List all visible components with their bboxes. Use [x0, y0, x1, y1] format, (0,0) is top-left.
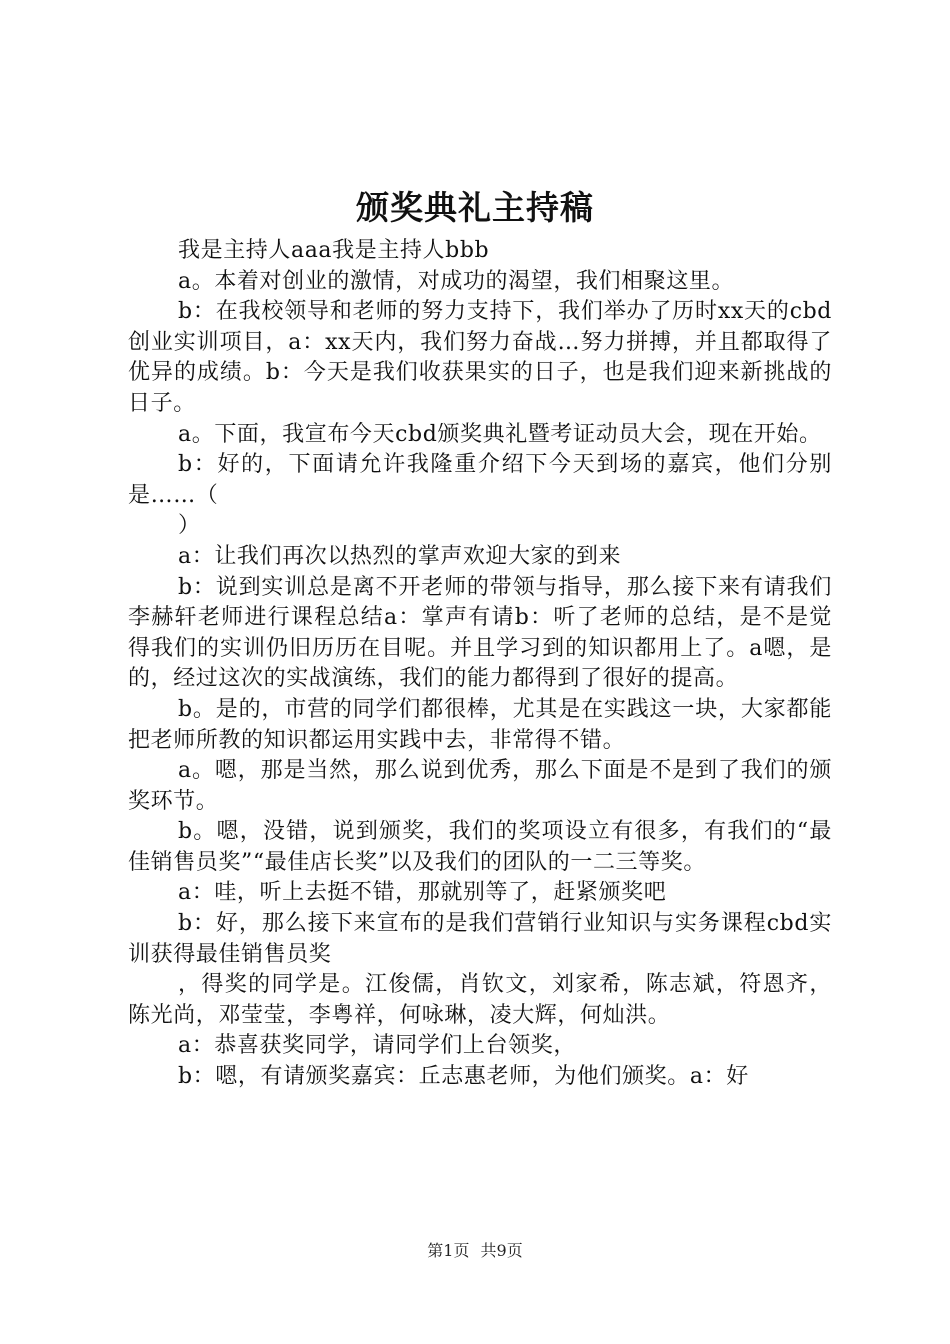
- paragraph: b：好的，下面请允许我隆重介绍下今天到场的嘉宾，他们分别是……（: [128, 452, 832, 508]
- paragraph: ，得奖的同学是。江俊儒，肖钦文，刘家希，陈志斌，符恩齐，陈光尚，邓莹莹，李粤祥，何咏琳，凌大辉，何灿洪。: [128, 972, 832, 1028]
- paragraph: 我是主持人aaa我是主持人bbb: [178, 238, 490, 263]
- paragraph: ）: [178, 513, 201, 539]
- paragraph: a。下面，我宣布今天cbd颁奖典礼暨考证动员大会，现在开始。: [178, 421, 822, 447]
- page-number-footer: 第1页 共9页: [427, 1241, 523, 1260]
- paragraph: b。是的，市营的同学们都很棒，尤其是在实践这一块，大家都能把老师所教的知识都运用实践中去，非常得不错。: [128, 696, 832, 753]
- paragraph: a：让我们再次以热烈的掌声欢迎大家的到来: [178, 543, 622, 569]
- paragraph: a：哇，听上去挺不错，那就别等了，赶紧颁奖吧: [178, 880, 667, 906]
- paragraph: a。嗯，那是当然，那么说到优秀，那么下面是不是到了我们的颁奖环节。: [128, 758, 832, 814]
- paragraph: b：好，那么接下来宣布的是我们营销行业知识与实务课程cbd实训获得最佳销售员奖: [128, 911, 832, 967]
- paragraph: a。本着对创业的激情，对成功的渴望，我们相聚这里。: [178, 268, 735, 294]
- paragraph: b：说到实训总是离不开老师的带领与指导，那么接下来有请我们李赫轩老师进行课程总结a：掌声有请b：听了老师的总结，是不是觉得我们的实训仍旧历历在目呢。并且学习到的知识都用上了。a嗯，是的，经过这次的实战演练，我们的能力都得到了很好的提高。: [128, 574, 832, 692]
- document-title: 颁奖典礼主持稿: [356, 188, 594, 227]
- paragraph: a：恭喜获奖同学，请同学们上台领奖，: [178, 1033, 576, 1059]
- paragraph: b：嗯，有请颁奖嘉宾：丘志惠老师，为他们颁奖。a：好: [178, 1064, 749, 1090]
- document-body: [128, 236, 832, 1093]
- paragraph: b：在我校领导和老师的努力支持下，我们举办了历时xx天的cbd创业实训项目，a：xx天内，我们努力奋战…努力拼搏，并且都取得了优异的成绩。b：今天是我们收获果实的日子，也是我们迎来新挑战的日子。: [128, 299, 832, 416]
- paragraph: b。嗯，没错，说到颁奖，我们的奖项设立有很多，有我们的“最佳销售员奖”“最佳店长奖”以及我们的团队的一二三等奖。: [128, 819, 832, 875]
